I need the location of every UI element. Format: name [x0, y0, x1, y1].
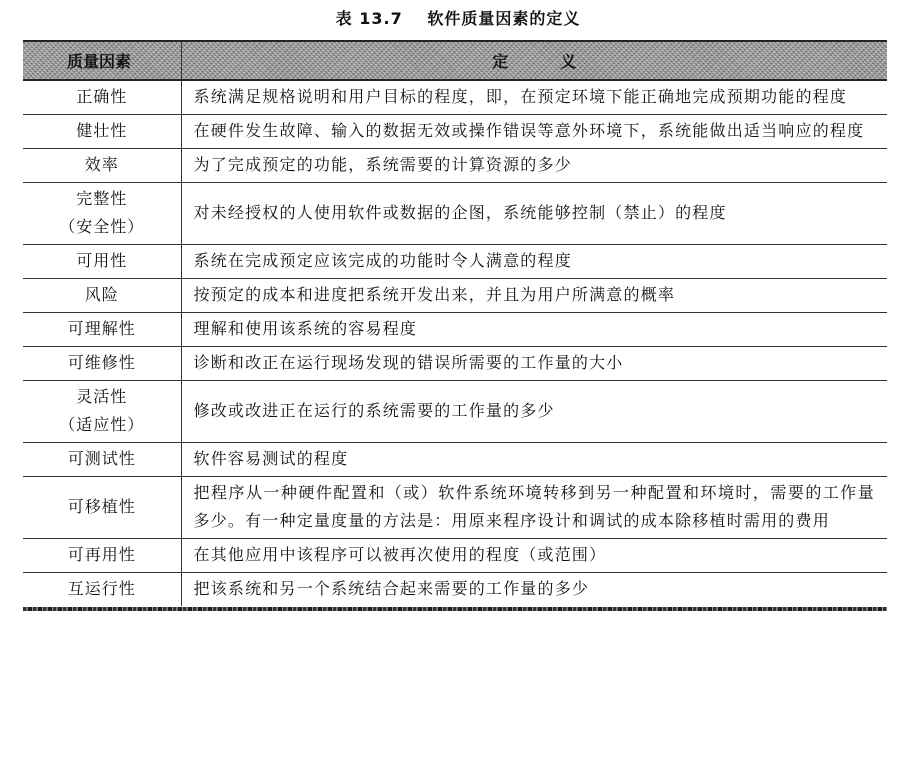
quality-factor-name: 效率: [84, 155, 119, 174]
definition-cell: 系统在完成预定应该完成的功能时令人满意的程度: [181, 245, 887, 279]
table-row: [23, 313, 887, 347]
quality-factor-cell: [23, 115, 181, 149]
quality-factor-cell: [23, 347, 181, 381]
quality-factor-cell: [23, 477, 181, 539]
definition-cell: 为了完成预定的功能，系统需要的计算资源的多少: [181, 149, 887, 183]
quality-factor-name: 可维修性: [67, 353, 136, 372]
table-row: [23, 149, 887, 183]
header-definition: 定义: [181, 42, 887, 80]
header-row: [23, 42, 887, 80]
quality-factor-name: 可测试性: [67, 449, 136, 468]
quality-factor-cell: [23, 183, 181, 245]
quality-factor-name: 可再用性: [67, 545, 136, 564]
definition-cell: 按预定的成本和进度把系统开发出来，并且为用户所满意的概率: [181, 279, 887, 313]
quality-factor-cell: [23, 80, 181, 115]
quality-factor-cell: [23, 573, 181, 607]
definition-cell: 把该系统和另一个系统结合起来需要的工作量的多少: [193, 579, 590, 598]
quality-factor-cell: [23, 313, 181, 347]
table-body: [23, 80, 887, 606]
definition-cell: 软件容易测试的程度: [181, 443, 887, 477]
table-bottom-rule: [23, 607, 887, 611]
table-row: [23, 80, 887, 115]
table-row: [23, 573, 887, 607]
table-row: [23, 381, 887, 443]
quality-factor-cell: [23, 381, 181, 443]
quality-factor-cell: [23, 539, 181, 573]
table-row: [23, 183, 887, 245]
table-row: [23, 539, 887, 573]
quality-factor-cell: [23, 279, 181, 313]
quality-factor-name: 互运行性: [67, 579, 136, 598]
definition-cell: 系统满足规格说明和用户目标的程度，即，在预定环境下能正确地完成预期功能的程度: [181, 80, 887, 115]
definition-cell: 对未经授权的人使用软件或数据的企图，系统能够控制（禁止）的程度: [181, 183, 887, 245]
table-row: [23, 477, 887, 539]
quality-factor-name: 可用性: [76, 251, 128, 270]
quality-factor-cell: [23, 443, 181, 477]
table-number: 表 13.7: [335, 9, 403, 28]
quality-factor-name: 风险: [84, 285, 119, 304]
definition-cell: 在其他应用中该程序可以被再次使用的程度（或范围）: [181, 539, 887, 573]
quality-factor-name: 正确性: [76, 87, 128, 106]
definition-cell: 在硬件发生故障、输入的数据无效或操作错误等意外环境下，系统能做出适当响应的程度: [181, 115, 887, 149]
quality-factor-name: 灵活性: [76, 387, 128, 406]
table-row: [23, 443, 887, 477]
quality-factor-name: 可理解性: [67, 319, 136, 338]
definition-cell: 把程序从一种硬件配置和（或）软件系统环境转移到另一种配置和环境时，需要的工作量多少。有一种定量度量的方法是：用原来程序设计和调试的成本除移植时需用的费用: [181, 477, 887, 539]
definition-cell: 修改或改进正在运行的系统需要的工作量的多少: [181, 381, 887, 443]
quality-factor-name: 健壮性: [76, 121, 128, 140]
definition-cell: 理解和使用该系统的容易程度: [181, 313, 887, 347]
table-row: [23, 245, 887, 279]
definition-cell: 诊断和改正在运行现场发现的错误所需要的工作量的大小: [181, 347, 887, 381]
quality-factor-cell: [23, 149, 181, 183]
table-row: [23, 115, 887, 149]
header-quality-factor: 质量因素: [23, 42, 181, 80]
table-caption: [0, 6, 916, 29]
quality-factor-name: 完整性: [76, 189, 128, 208]
quality-factor-name: （适应性）: [59, 415, 145, 434]
table-row: [23, 347, 887, 381]
table-title: 软件质量因素的定义: [427, 9, 581, 28]
table-row: [23, 279, 887, 313]
quality-factor-name: 可移植性: [67, 497, 136, 516]
quality-factor-name: （安全性）: [59, 217, 145, 236]
quality-factor-cell: [23, 245, 181, 279]
quality-factors-table: [23, 40, 887, 611]
